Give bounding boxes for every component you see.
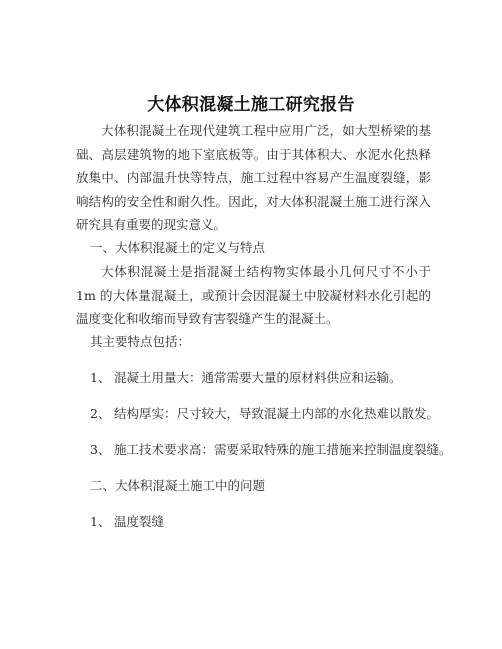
list-item-text: 混凝土用量大：通常需要大量的原材料供应和运输。 — [114, 370, 402, 385]
features-intro: 其主要特点包括： — [90, 334, 191, 349]
list-item-text: 施工技术要求高：需要采取特殊的施工措施来控制温度裂缝。 — [114, 442, 452, 457]
list-item — [76, 402, 460, 426]
subsection-text: 温度裂缝 — [114, 514, 165, 529]
section-heading-1: 一、大体积混凝土的定义与特点 — [90, 240, 266, 255]
list-item-text: 结构厚实：尺寸较大，导致混凝土内部的水化热难以散发。 — [114, 406, 440, 421]
list-item-number: 1、 — [90, 370, 111, 385]
list-item-number: 3、 — [90, 442, 111, 457]
list-item-number: 2、 — [90, 406, 111, 421]
section-heading-2: 二、大体积混凝土施工中的问题 — [90, 478, 266, 493]
subsection-number: 1、 — [90, 514, 111, 529]
intro-paragraph: 大体积混凝土在现代建筑工程中应用广泛，如大型桥梁的基础、高层建筑物的地下室底板等。由于其体积大、水泥水化热释放集中、内部温升快等特点，施工过程中容易产生温度裂缝，影响结构的安全性和耐久性。因此，对大体积混凝土施工进行深入研究具有重要的现实意义。 — [76, 123, 431, 232]
definition-paragraph: 大体积混凝土是指混凝土结构物实体最小几何尺寸不小于 1m 的大体量混凝土，或预计会因混凝土中胶凝材料水化引起的温度变化和收缩而导致有害裂缝产生的混凝土。 — [76, 264, 431, 326]
list-item — [76, 366, 460, 390]
subsection-heading — [76, 510, 460, 534]
document-title: 大体积混凝土施工研究报告 — [147, 95, 355, 115]
list-item — [76, 438, 460, 462]
